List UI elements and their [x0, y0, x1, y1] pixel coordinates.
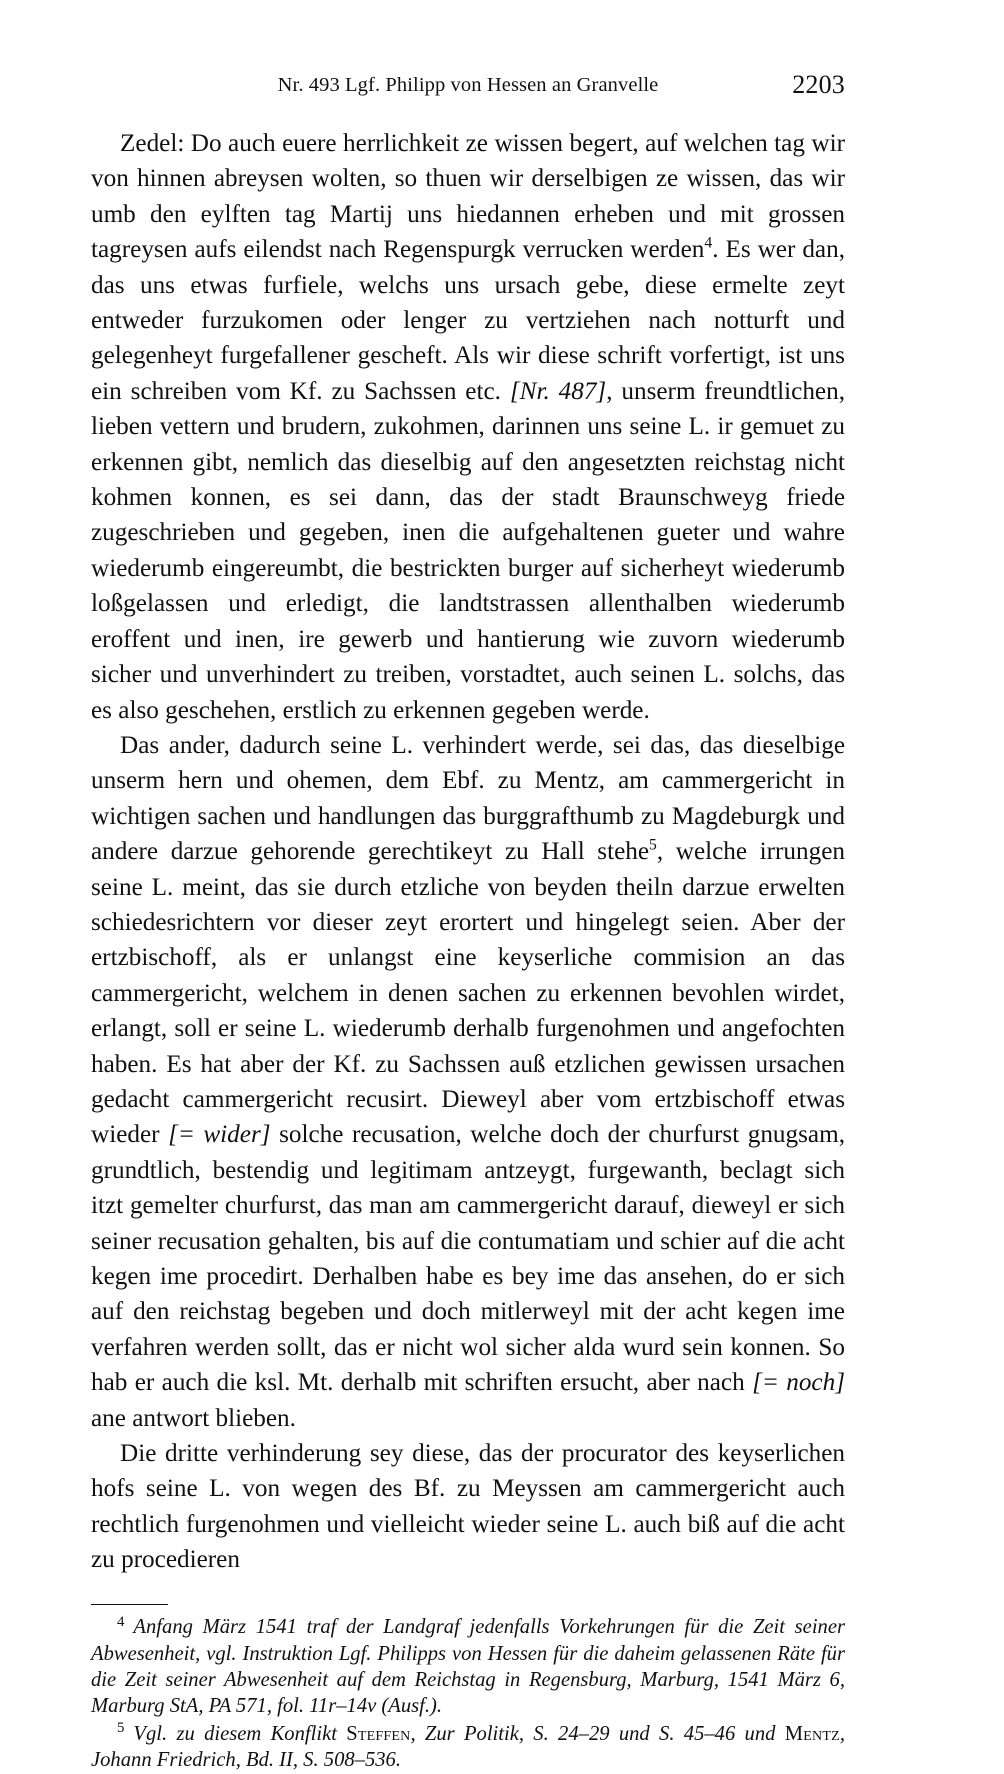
page-content-column: [91, 0, 845, 1774]
para-zedel: [91, 126, 845, 728]
text-run: Das ander, dadurch seine L. verhindert werde, sei das, das dieselbige unserm hern und ohemen, dem Ebf. zu Mentz, am cammergericht in wichtigen sachen und handlungen das burggrafthumb zu Magdeburgk und andere darzue gehorende gerechtikeyt zu Hall stehe: [91, 731, 845, 866]
text-run: , unserm freundtlichen, lieben vettern und brudern, zukohmen, darinnen uns seine L. ir gemuet zu erkennen gibt, nemlich das dieselbig auf den angesetzten reichstag nicht kohmen konnen, es sei dann, das der stadt Braunschweyg friede zugeschrieben und gegeben, inen die aufgehaltenen gueter und wahre wiederumb eingereumbt, die bestrickten burger auf sicherheyt wiederumb loßgelassen und erledigt, die landtstrassen allenthalben wiederumb eroffent und inen, ire gewerb und hantierung wie zuvorn wiederumb sicher und unverhindert zu treiben, vorstadtet, auch seinen L. solchs, das es also geschehen, erstlich zu erkennen gegeben werde.: [91, 377, 845, 724]
footnote-section: [91, 1604, 845, 1774]
body-text: [91, 126, 845, 1578]
para-das-ander: [91, 728, 845, 1436]
editorial-insertion: Anfang März 1541 traf der Landgraf jedenfalls Vorkehrungen für die Zeit seiner Abwesenheit, vgl. Instruktion Lgf. Philipps von Hessen für die daheim gelassenen Räte für die Zeit seiner Abwesenheit auf dem Reichstag in Regensburg, Marburg, 1541 März 6, Marburg StA, PA 571, fol. 11r–14v (Ausf.).: [91, 1616, 845, 1718]
text-run: Die dritte verhinderung sey diese, das der procurator des keyserlichen hofs seine L. von wegen des Bf. zu Meyssen am cammergericht auch rechtlich furgenohmen und vielleicht wieder seine L. auch biß auf die acht zu procedieren: [91, 1440, 845, 1574]
para-die-dritte: [91, 1436, 845, 1578]
running-head-title: Nr. 493 Lgf. Philipp von Hessen an Granvelle: [277, 74, 659, 96]
footnote-reference-4[interactable]: 4: [704, 234, 713, 252]
text-run: solche recusation, welche doch der churfurst gnugsam, grundtlich, bestendig und legitimam antzeygt, furgewanth, beclagt sich itzt gemelter churfurst, das man am cammergericht darauf, dieweyl er sich seiner recusation gehalten, bis auf die contumatiam und schier auf die acht kegen ime procedirt. Derhalben habe es bey ime das ansehen, do er sich auf den reichstag begeben und doch mitlerweyl mit der acht kegen ime verfahren werden sollt, das er nicht wol sicher alda wurd sein konnen. So hab er auch die ksl. Mt. derhalb mit schriften ersucht, aber nach: [91, 1121, 845, 1397]
editorial-insertion: , Johann Friedrich, Bd. II, S. 508–536.: [91, 1722, 845, 1772]
text-run: . Es wer dan, das uns etwas furfiele, welchs uns ursach gebe, diese ermelte zeyt entweder furzukomen oder lenger zu vertziehen nach notturft und gelegenheyt furgefallener gescheft. Als wir diese schrift vorfertigt, ist uns ein schreiben vom Kf. zu Sachssen etc.: [91, 236, 845, 405]
footnote-reference-5[interactable]: 5: [649, 836, 657, 854]
footnote-marker-4: 4: [117, 1613, 125, 1630]
citation-author-name: Mentz: [784, 1722, 840, 1745]
citation-author-name: Steffen: [346, 1722, 411, 1745]
editorial-insertion: [Nr. 487]: [509, 377, 607, 405]
editorial-insertion: [= wider]: [168, 1121, 271, 1149]
footnote-5: [91, 1721, 845, 1774]
editorial-insertion: [= noch]: [752, 1369, 845, 1397]
text-run: ane antwort blieben.: [91, 1404, 296, 1432]
page-number: 2203: [792, 70, 845, 99]
running-head: [91, 70, 845, 118]
text-run: , welche irrungen seine L. meint, das sie durch etzliche von beyden theiln darzue erwelten schiedesrichtern vor dieser zeyt erortert und hingelegt seien. Aber der ertzbischoff, als er unlangst eine keyserliche commision an das cammergericht, welchem in denen sachen zu erkennen bevohlen wirdet, erlangt, soll er seine L. wiederumb derhalb furgenohmen und angefochten haben. Es hat aber der Kf. zu Sachssen auß etzlichen gewissen ursachen gedacht cammergericht recusirt. Dieweyl aber vom ertzbischoff etwas wieder: [91, 838, 845, 1149]
footnote-4: [91, 1614, 845, 1720]
footnote-separator-rule: [91, 1604, 168, 1606]
text-run: Zedel: Do auch euere herrlichkeit ze wissen begert, auf welchen tag wir von hinnen abreysen wolten, so thuen wir derselbigen ze wissen, das wir umb den eylften tag Martij uns hiedannen erheben und mit grossen tagreysen aufs eilendst nach Regenspurgk verrucken werden: [91, 130, 845, 264]
footnote-marker-5: 5: [117, 1720, 125, 1737]
footnote-list: [91, 1614, 845, 1773]
editorial-insertion: , Zur Politik, S. 24–29 und S. 45–46 und: [410, 1722, 785, 1745]
editorial-insertion: Vgl. zu diesem Konflikt: [133, 1722, 347, 1745]
